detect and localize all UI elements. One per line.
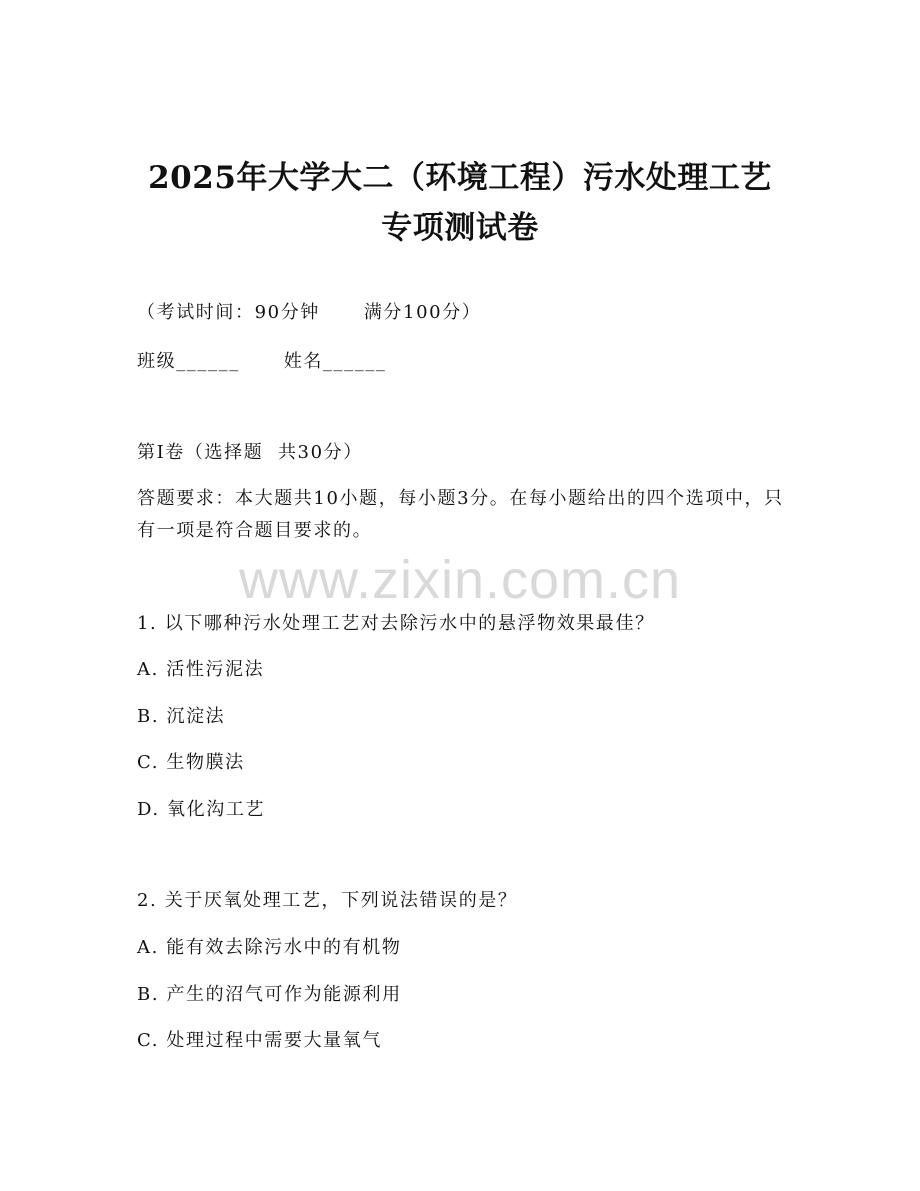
document-title-line2: 专项测试卷 — [381, 210, 539, 246]
document-title-line1: 2025年大学大二（环境工程）污水处理工艺 — [148, 160, 772, 196]
question-2-option-a: A. 能有效去除污水中的有机物 — [137, 937, 402, 958]
class-name-fields: 班级______ 姓名______ — [137, 351, 387, 372]
section-header: 第I卷（选择题 共30分） — [137, 442, 363, 463]
answer-instructions: 答题要求：本大题共10小题，每小题3分。在每小题给出的四个选项中，只有一项是符合题目要求的。 — [137, 488, 784, 541]
exam-info: （考试时间：90分钟 满分100分） — [137, 302, 482, 323]
question-2-stem: 2. 关于厌氧处理工艺，下列说法错误的是？ — [137, 890, 518, 911]
question-1-option-d: D. 氧化沟工艺 — [137, 799, 266, 820]
question-1-option-a: A. 活性污泥法 — [137, 659, 265, 680]
question-1-option-b: B. 沉淀法 — [137, 706, 226, 727]
question-2-option-c: C. 处理过程中需要大量氧气 — [137, 1030, 382, 1051]
question-1-option-c: C. 生物膜法 — [137, 752, 245, 773]
question-1-stem: 1. 以下哪种污水处理工艺对去除污水中的悬浮物效果最佳？ — [137, 613, 655, 634]
question-2-option-b: B. 产生的沼气可作为能源利用 — [137, 984, 402, 1005]
watermark-text: www.zixin.com.cn — [238, 550, 682, 610]
